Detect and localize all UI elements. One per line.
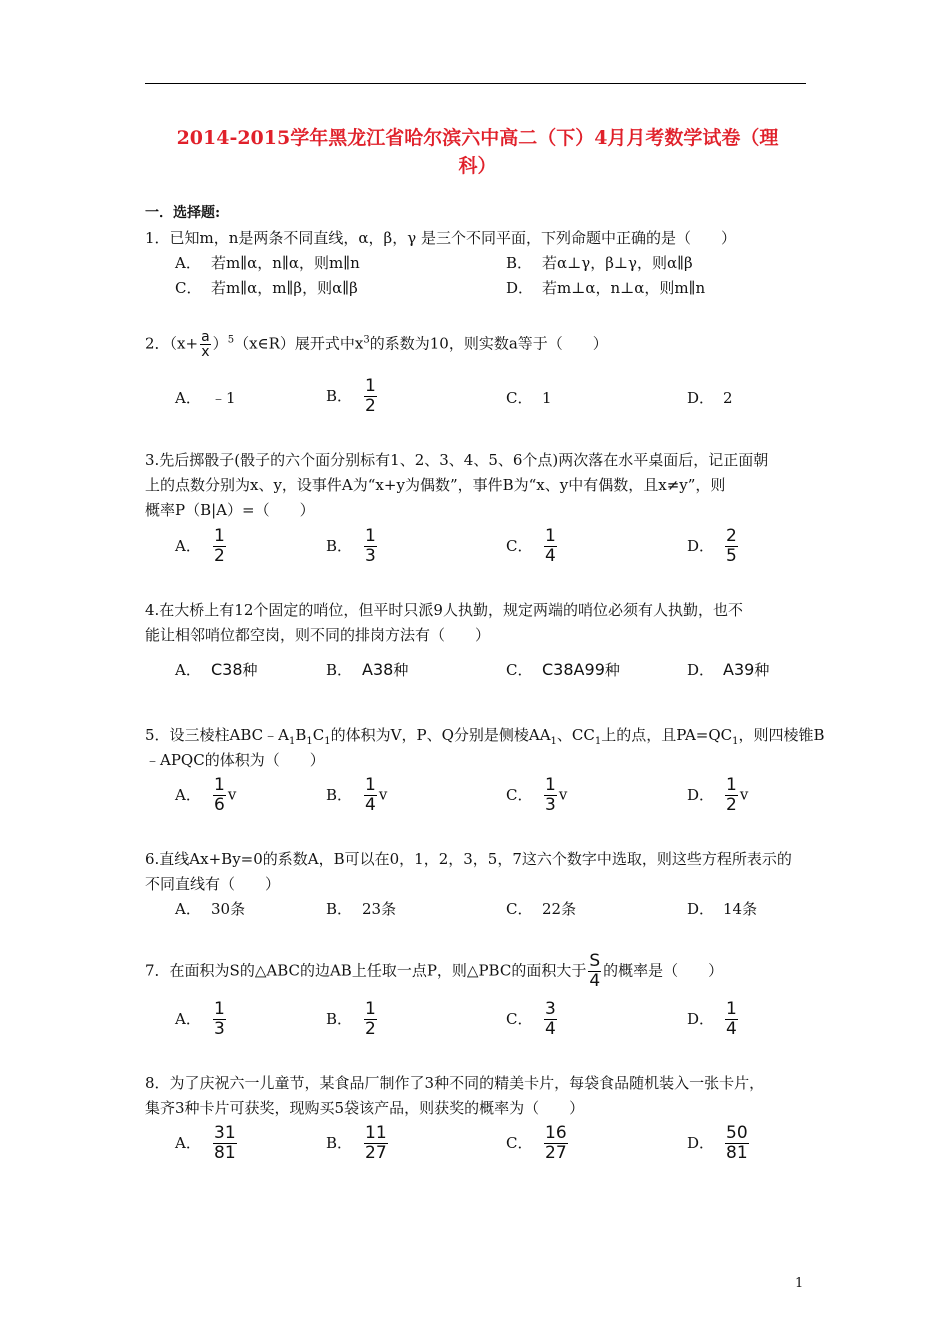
page-number: 1 bbox=[795, 1276, 804, 1291]
section-heading: 一．选择题: bbox=[145, 205, 221, 221]
document-title bbox=[140, 124, 815, 180]
q3-option-a[interactable]: A． $\frac{1}{2}$ bbox=[175, 526, 225, 566]
q6-option-d[interactable]: D． 14条 bbox=[687, 900, 758, 918]
q6-option-c[interactable]: C． 22条 bbox=[506, 900, 577, 918]
q5-stem-line-2: ﹣APQC的体积为（ ） bbox=[145, 751, 325, 769]
q3-stem-line-1: 3.先后掷骰子(骰子的六个面分别标有1、2、3、4、5、6个点)两次落在水平桌面后，记正面朝 bbox=[145, 451, 769, 469]
q3-option-c[interactable]: C． $\frac{1}{4}$ bbox=[506, 526, 556, 566]
q2-option-a[interactable]: A． ﹣1 bbox=[175, 389, 236, 407]
q5-option-b[interactable]: B． $\frac{1}{4}$ v bbox=[326, 775, 388, 815]
q7-option-a[interactable]: A． $\frac{1}{3}$ bbox=[175, 999, 225, 1039]
q8-option-d[interactable]: D． $\frac{50}{81}$ bbox=[687, 1123, 748, 1163]
q8-option-a[interactable]: A． $\frac{31}{81}$ bbox=[175, 1123, 236, 1163]
q5-option-c[interactable]: C． $\frac{1}{3}$ v bbox=[506, 775, 568, 815]
q2-option-d[interactable]: D． 2 bbox=[687, 389, 733, 407]
q1-option-c[interactable]: C． 若m∥α，m∥β，则α∥β bbox=[175, 279, 358, 297]
q3-option-d[interactable]: D． $\frac{2}{5}$ bbox=[687, 526, 737, 566]
q4-stem-line-2: 能让相邻哨位都空岗，则不同的排岗方法有（ ） bbox=[145, 626, 491, 644]
q4-stem-line-1: 4.在大桥上有12个固定的哨位，但平时只派9人执勤，规定两端的哨位必须有人执勤，也不 bbox=[145, 601, 743, 619]
q7-option-d[interactable]: D． $\frac{1}{4}$ bbox=[687, 999, 737, 1039]
q1-option-a[interactable]: A． 若m∥α，n∥α，则m∥n bbox=[175, 254, 360, 272]
q1-option-b[interactable]: B． 若α⊥γ，β⊥γ，则α∥β bbox=[506, 254, 693, 272]
q4-option-b[interactable]: B． A38种 bbox=[326, 660, 409, 679]
q1-stem: 1．已知m，n是两条不同直线，α，β，γ 是三个不同平面，下列命题中正确的是（ ） bbox=[145, 229, 736, 247]
q3-option-b[interactable]: B． $\frac{1}{3}$ bbox=[326, 526, 376, 566]
q4-option-c[interactable]: C． C38A99种 bbox=[506, 660, 620, 679]
q4-option-d[interactable]: D． A39种 bbox=[687, 660, 770, 679]
q7-option-c[interactable]: C． $\frac{3}{4}$ bbox=[506, 999, 556, 1039]
q7-option-b[interactable]: B． $\frac{1}{2}$ bbox=[326, 999, 376, 1039]
q7-fraction: $\frac{S}{4}$ bbox=[589, 951, 601, 991]
q6-option-b[interactable]: B． 23条 bbox=[326, 900, 397, 918]
q2-option-c[interactable]: C． 1 bbox=[506, 389, 552, 407]
q7-stem: 7．在面积为S的△ABC的边AB上任取一点P，则△PBC的面积大于 $\frac{S}{4}$ 的概率是（ ） bbox=[145, 951, 724, 991]
q6-option-a[interactable]: A． 30条 bbox=[175, 900, 246, 918]
title-line-1: 2014-2015学年黑龙江省哈尔滨六中高二（下）4月月考数学试卷（理 bbox=[176, 127, 779, 149]
q3-stem-line-2: 上的点数分别为x、y，设事件A为“x+y为偶数”，事件B为“x、y中有偶数，且x≠y”，则 bbox=[145, 476, 726, 494]
q3-stem-line-3: 概率P（B|A）=（ ） bbox=[145, 501, 315, 519]
q1-option-d[interactable]: D． 若m⊥α，n⊥α，则m∥n bbox=[506, 279, 706, 297]
q5-option-d[interactable]: D． $\frac{1}{2}$ v bbox=[687, 775, 749, 815]
q2-option-b[interactable]: B． $\frac{1}{2}$ bbox=[326, 376, 376, 416]
q6-stem-line-2: 不同直线有（ ） bbox=[145, 875, 281, 893]
q8-option-b[interactable]: B． $\frac{11}{27}$ bbox=[326, 1123, 387, 1163]
q2-fraction: $\frac{a}{x}$ bbox=[201, 329, 210, 360]
q5-option-a[interactable]: A． $\frac{1}{6}$ v bbox=[175, 775, 237, 815]
q5-stem-line-1: 5．设三棱柱$ABC﹣A_1B_1C_1$的体积为V，P、Q分别是侧棱$AA_1$、$CC_1$上的点，且$PA=QC_1$，则四棱锥B bbox=[145, 726, 825, 747]
q2-stem: 2．（x+ $\frac{a}{x}$ ）$^5$（x∈R）展开式中$x^3$的系数为10，则实数a等于（ ） bbox=[145, 329, 608, 360]
header-rule bbox=[145, 83, 806, 84]
q6-stem-line-1: 6.直线Ax+By=0的系数A，B可以在0，1，2，3，5，7这六个数字中选取，则这些方程所表示的 bbox=[145, 850, 792, 868]
title-line-2: 科） bbox=[458, 155, 497, 177]
q8-stem-line-2: 集齐3种卡片可获奖，现购买5袋该产品，则获奖的概率为（ ） bbox=[145, 1099, 585, 1117]
q8-stem-line-1: 8．为了庆祝六一儿童节，某食品厂制作了3种不同的精美卡片，每袋食品随机装入一张卡片， bbox=[145, 1074, 765, 1092]
q4-option-a[interactable]: A． C38种 bbox=[175, 660, 258, 679]
q8-option-c[interactable]: C． $\frac{16}{27}$ bbox=[506, 1123, 567, 1163]
